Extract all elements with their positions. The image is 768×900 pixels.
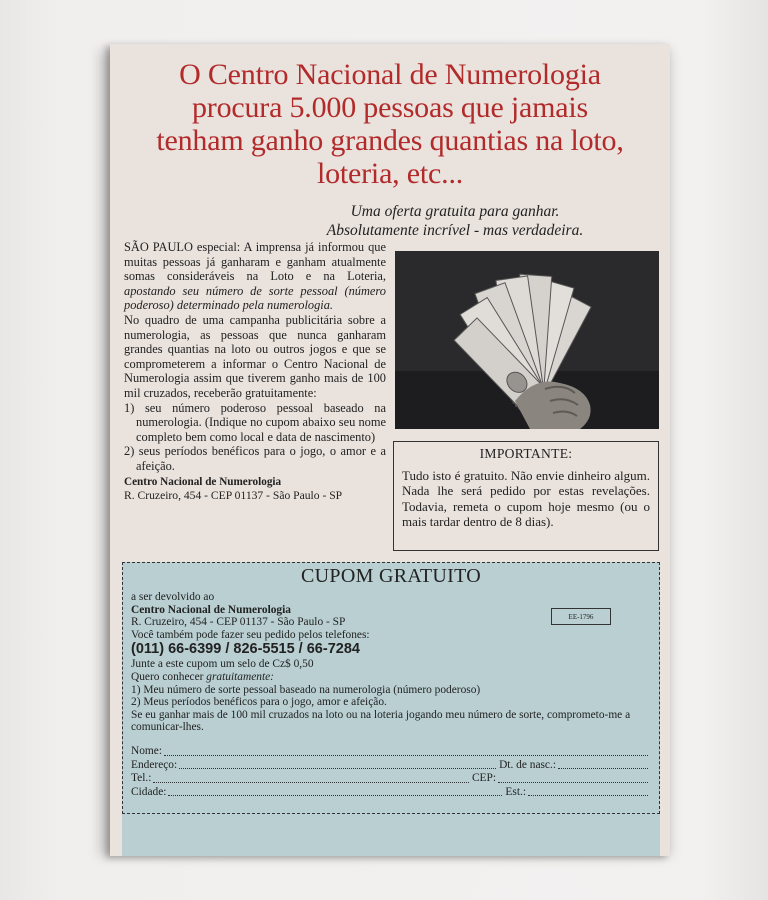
important-title: IMPORTANTE: xyxy=(479,446,573,461)
coupon-code: EE-1796 xyxy=(551,608,611,625)
phone-label: Tel.: xyxy=(131,772,152,785)
coupon-want-prefix: Quero conhecer xyxy=(131,670,207,683)
headline-line-3: tenham ganho grandes quantias na loto, xyxy=(156,124,624,157)
free-coupon xyxy=(122,562,660,814)
subheadline xyxy=(110,202,650,240)
name-blank[interactable] xyxy=(164,745,648,756)
paragraph-1-italic: apostando seu número de sorte pessoal (número poderoso) determinado pela numerologia. xyxy=(124,283,386,313)
state-label: Est.: xyxy=(505,785,526,798)
coupon-margin xyxy=(122,814,660,856)
city-blank[interactable] xyxy=(168,786,502,797)
coupon-promise: Se eu ganhar mais de 100 mil cruzados na loto ou na loteria jogando meu número de sorte, comprometo-me a comunicar-lhes. xyxy=(131,708,631,734)
list-item-1: 1) seu número poderoso pessoal baseado na numerologia. (Indique no cupom abaixo seu nome completo bem como local e data de nascimento) xyxy=(124,400,386,444)
headline xyxy=(110,58,670,190)
name-label: Nome: xyxy=(131,745,163,757)
address-blank[interactable] xyxy=(179,759,496,770)
address-label: Endereço: xyxy=(131,758,178,771)
coupon-return-to: a ser devolvido ao xyxy=(131,591,215,603)
list-item-2: 2) seus períodos benéficos para o jogo, o amor e a afeição. xyxy=(124,444,386,473)
coupon-title: CUPOM GRATUITO xyxy=(301,565,481,587)
coupon-stamp: Junte a este cupom um selo de Cz$ 0,50 xyxy=(131,658,314,671)
paragraph-2: No quadro de uma campanha publicitária sobre a numerologia, as pessoas que nunca ganharam grandes quantias na loto ou outros jogos e que se comprometerem a informar o Centro Nacional de Numerologia assim que tiverem ganho mais de 100 mil cruzados, receberão gratuitamente: xyxy=(124,312,386,400)
banknotes-photo xyxy=(395,251,659,429)
coupon-form xyxy=(131,745,651,799)
city-label: Cidade: xyxy=(131,785,167,798)
phone-blank[interactable] xyxy=(153,772,469,783)
state-blank[interactable] xyxy=(528,786,648,797)
organization-name: Centro Nacional de Numerologia xyxy=(124,475,282,488)
headline-line-2: procura 5.000 pessoas que jamais xyxy=(192,91,588,124)
cep-label: CEP: xyxy=(471,772,496,785)
address-field[interactable] xyxy=(131,759,651,773)
banknotes-illustration xyxy=(395,251,659,429)
coupon-want-italic: gratuitamente: xyxy=(206,670,274,683)
paragraph-1 xyxy=(124,240,386,313)
coupon-address: R. Cruzeiro, 454 - CEP 01137 - São Paulo - SP xyxy=(131,616,346,629)
important-text: Tudo isto é gratuito. Não envie dinheiro algum. Nada lhe será pedido por estas revelações. Todavia, remeta o cupom hoje mesmo (ou o mais tardar dentro de 8 dias). xyxy=(402,467,650,529)
organization-address: R. Cruzeiro, 454 - CEP 01137 - São Paulo - SP xyxy=(124,489,343,503)
coupon-body xyxy=(131,591,655,734)
magazine-page xyxy=(110,44,670,856)
coupon-want xyxy=(131,671,655,684)
headline-line-4: loteria, etc... xyxy=(316,157,464,190)
name-field[interactable] xyxy=(131,745,651,759)
headline-line-1: O Centro Nacional de Numerologia xyxy=(179,58,601,91)
subhead-line-2: Absolutamente incrível - mas verdadeira. xyxy=(326,222,584,239)
coupon-org: Centro Nacional de Numerologia xyxy=(131,603,291,616)
birth-blank[interactable] xyxy=(558,759,648,770)
coupon-phones: (011) 66-6399 / 826-5515 / 66-7284 xyxy=(131,641,360,658)
paragraph-1-text: SÃO PAULO especial: A imprensa já informou que muitas pessoas já ganharam e ganham atualmente somas consideráveis na Loto e na Loteria, xyxy=(124,240,386,284)
subhead-line-1: Uma oferta gratuita para ganhar. xyxy=(350,203,560,220)
coupon-option-1: 1) Meu número de sorte pessoal baseado na numerologia (número poderoso) xyxy=(131,683,481,696)
city-field[interactable] xyxy=(131,786,651,800)
birth-label: Dt. de nasc.: xyxy=(499,758,556,771)
article-body xyxy=(124,240,386,504)
phone-field[interactable] xyxy=(131,772,651,786)
important-box xyxy=(393,441,659,551)
coupon-option-2: 2) Meus períodos benéficos para o jogo, amor e afeição. xyxy=(131,696,387,709)
coupon-phone-intro: Você também pode fazer seu pedido pelos telefones: xyxy=(131,628,370,641)
cep-blank[interactable] xyxy=(498,772,648,783)
